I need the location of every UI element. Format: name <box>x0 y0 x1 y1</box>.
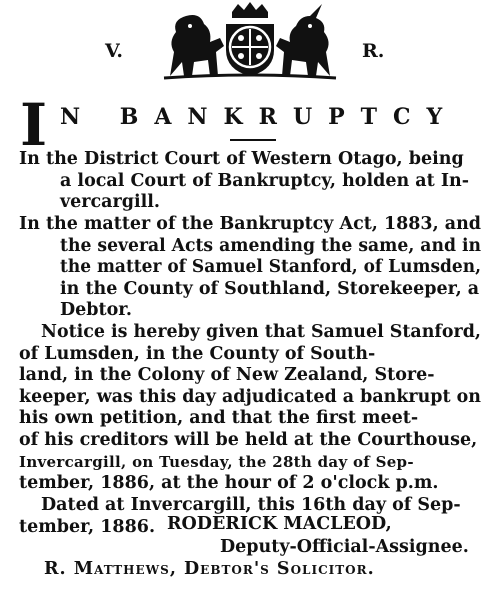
title-initial: I <box>20 91 48 159</box>
header-left-letter: V. <box>105 40 124 62</box>
court-line: In the District Court of Western Otago, being <box>19 149 464 169</box>
notice-line: of Lumsden, in the County of South- <box>19 343 376 364</box>
notice-line: his own petition, and that the first meet- <box>19 408 419 429</box>
title-heading: N BANKRUPTCY <box>60 104 459 130</box>
notice-line: Invercargill, on Tuesday, the 28th day of Sep- <box>19 452 414 471</box>
notice-paragraph <box>19 322 481 495</box>
title-rule <box>230 139 276 141</box>
court-line: a local Court of Bankruptcy, holden at In- <box>60 170 469 191</box>
matter-line: the several Acts amending the same, and in <box>60 235 481 256</box>
signatory-name: RODERICK MACLEOD, <box>167 514 392 534</box>
dated-line: tember, 1886. <box>19 516 156 537</box>
notice-line: tember, 1886, at the hour of 2 o'clock p.m. <box>19 473 439 494</box>
debtor-solicitor: R. Matthews, Debtor's Solicitor. <box>44 559 375 579</box>
court-paragraph <box>19 149 481 214</box>
notice-line: keeper, was this day adjudicated a bankrupt on <box>19 386 481 407</box>
matter-line: Debtor. <box>60 300 133 321</box>
matter-line: in the County of Southland, Storekeeper, a <box>60 278 480 299</box>
matter-line: In the matter of the Bankruptcy Act, 1883, and <box>19 214 481 234</box>
royal-coat-of-arms-icon <box>160 2 340 80</box>
court-line: vercargill. <box>60 192 161 213</box>
signatory-role: Deputy-Official-Assignee. <box>220 537 469 557</box>
notice-line: Notice is hereby given that Samuel Stanford, <box>41 322 481 342</box>
matter-paragraph <box>19 214 481 322</box>
notice-line: of his creditors will be held at the Courthouse, <box>19 429 478 450</box>
matter-line: the matter of Samuel Stanford, of Lumsden, <box>60 257 481 278</box>
notice-line: land, in the Colony of New Zealand, Store- <box>19 365 435 386</box>
dated-line: Dated at Invercargill, this 16th day of Sep- <box>41 495 461 515</box>
header-right-letter: R. <box>362 40 385 62</box>
